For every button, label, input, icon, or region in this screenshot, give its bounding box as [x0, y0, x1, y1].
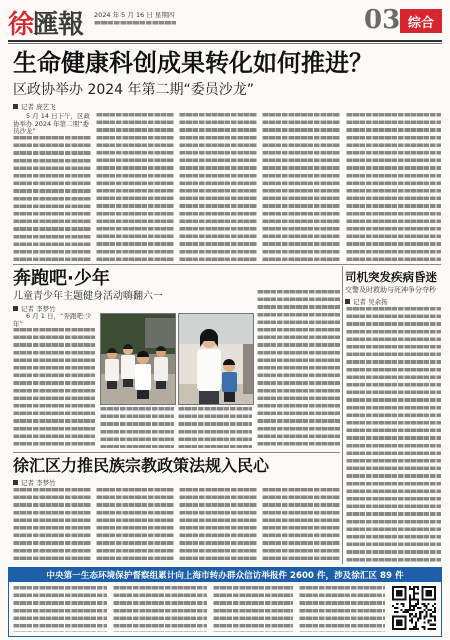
- qr-module: [417, 601, 419, 603]
- qr-module: [428, 609, 430, 611]
- qr-module: [428, 622, 430, 624]
- qr-module: [413, 607, 415, 609]
- qr-module: [417, 592, 419, 594]
- qr-module: [434, 624, 436, 626]
- qr-module: [423, 615, 425, 617]
- qr-module: [426, 615, 428, 617]
- qr-module: [396, 592, 398, 594]
- qr-module: [417, 628, 419, 630]
- qr-module: [434, 609, 436, 611]
- qr-module: [396, 611, 398, 613]
- info-block-4: [299, 586, 385, 632]
- qr-module: [423, 617, 425, 619]
- qr-module: [400, 609, 402, 611]
- qr-module: [432, 611, 434, 613]
- qr-module: [409, 613, 411, 615]
- qr-module: [405, 590, 407, 592]
- qr-module: [428, 620, 430, 622]
- main-body-column-5: [346, 113, 441, 262]
- qr-module: [434, 594, 436, 596]
- run-headline: 奔跑吧·少年: [13, 268, 110, 289]
- qr-module: [417, 607, 419, 609]
- qr-module: [421, 594, 423, 596]
- qr-module: [428, 603, 430, 605]
- qr-module: [430, 609, 432, 611]
- main-body-column-2: [96, 113, 174, 262]
- qr-module: [392, 624, 394, 626]
- qr-module: [394, 615, 396, 617]
- qr-module: [396, 628, 398, 630]
- qr-module: [409, 607, 411, 609]
- qr-module: [411, 605, 413, 607]
- qr-module: [405, 596, 407, 598]
- qr-module: [434, 611, 436, 613]
- qr-module: [402, 605, 404, 607]
- qr-module: [428, 590, 430, 592]
- qr-module: [405, 624, 407, 626]
- main-headline: 生命健康科创成果转化如何推进？: [13, 49, 373, 77]
- qr-module: [423, 622, 425, 624]
- qr-module: [411, 617, 413, 619]
- info-block-1: [13, 586, 107, 632]
- qr-module: [398, 620, 400, 622]
- byline-marker: [13, 480, 18, 485]
- qr-module: [415, 613, 417, 615]
- qr-module: [428, 628, 430, 630]
- qr-module: [417, 617, 419, 619]
- qr-module: [392, 594, 394, 596]
- driver-body-text: [346, 307, 441, 563]
- qr-module: [392, 615, 394, 617]
- qr-module: [411, 588, 413, 590]
- divider: [13, 264, 441, 265]
- qr-module: [392, 622, 394, 624]
- qr-module: [400, 622, 402, 624]
- qr-module: [415, 592, 417, 594]
- qr-module: [419, 615, 421, 617]
- qr-module: [409, 596, 411, 598]
- qr-module: [421, 599, 423, 601]
- ethnic-body-column-1: [13, 488, 91, 563]
- run-body-column-2: [257, 290, 340, 449]
- qr-module: [421, 611, 423, 613]
- qr-module: [394, 599, 396, 601]
- qr-module: [400, 603, 402, 605]
- qr-module: [411, 622, 413, 624]
- qr-module: [415, 605, 417, 607]
- qr-module: [398, 624, 400, 626]
- qr-module: [392, 599, 394, 601]
- qr-module: [426, 599, 428, 601]
- run-byline: 记者 李梦竹: [13, 304, 56, 313]
- photo-caption-2: [178, 407, 252, 448]
- qr-module: [415, 599, 417, 601]
- qr-code-graphic: [392, 586, 436, 630]
- qr-module: [392, 626, 394, 628]
- main-byline: 记者 庞艺飞: [13, 102, 56, 111]
- qr-module: [434, 599, 436, 601]
- qr-module: [426, 594, 428, 596]
- qr-module: [398, 628, 400, 630]
- qr-module: [396, 615, 398, 617]
- run-subheadline: 儿童青少年主题健身活动嗨翻六一: [13, 291, 163, 302]
- qr-module: [432, 599, 434, 601]
- qr-module: [405, 617, 407, 619]
- ethnic-body-column-2: [96, 488, 174, 563]
- qr-module: [423, 605, 425, 607]
- run-body-column-1: [13, 313, 95, 449]
- qr-module: [402, 603, 404, 605]
- qr-module: [432, 628, 434, 630]
- qr-module: [434, 607, 436, 609]
- qr-module: [428, 594, 430, 596]
- qr-module: [409, 586, 411, 588]
- qr-module: [413, 596, 415, 598]
- qr-module: [417, 586, 419, 588]
- qr-module: [409, 620, 411, 622]
- qr-module: [396, 603, 398, 605]
- masthead-logo: 徐匯報: [8, 10, 84, 40]
- qr-module: [392, 596, 394, 598]
- qr-module: [413, 594, 415, 596]
- qr-module: [400, 628, 402, 630]
- qr-module: [413, 590, 415, 592]
- masthead-rule: [8, 40, 442, 42]
- qr-module: [402, 586, 404, 588]
- qr-module: [398, 599, 400, 601]
- qr-module: [428, 599, 430, 601]
- qr-module: [405, 586, 407, 588]
- byline-marker: [345, 299, 350, 304]
- qr-module: [417, 603, 419, 605]
- main-body-column-3: [179, 113, 257, 262]
- section-badge: 综合: [400, 9, 442, 33]
- qr-module: [430, 624, 432, 626]
- main-body-text: [13, 136, 91, 262]
- qr-module: [409, 603, 411, 605]
- page-number: 03: [364, 5, 401, 35]
- qr-module: [392, 588, 394, 590]
- qr-module: [426, 592, 428, 594]
- issue-date: 2024 年 5 月 16 日 星期四: [94, 11, 175, 19]
- qr-module: [402, 611, 404, 613]
- qr-module: [409, 594, 411, 596]
- qr-module: [423, 609, 425, 611]
- qr-module: [415, 626, 417, 628]
- qr-module: [415, 624, 417, 626]
- qr-module: [430, 620, 432, 622]
- qr-module: [400, 592, 402, 594]
- ethnic-body-column-4: [262, 488, 340, 563]
- qr-module: [423, 628, 425, 630]
- qr-module: [421, 603, 423, 605]
- qr-module: [421, 592, 423, 594]
- qr-module: [409, 628, 411, 630]
- byline-marker: [13, 306, 18, 311]
- byline-marker: [13, 104, 18, 109]
- qr-module: [405, 620, 407, 622]
- qr-module: [434, 592, 436, 594]
- qr-module: [423, 626, 425, 628]
- qr-module: [432, 586, 434, 588]
- qr-module: [417, 599, 419, 601]
- qr-module: [409, 601, 411, 603]
- qr-module: [430, 613, 432, 615]
- qr-module: [413, 628, 415, 630]
- qr-module: [415, 622, 417, 624]
- qr-module: [415, 615, 417, 617]
- divider: [13, 452, 340, 453]
- qr-module: [398, 592, 400, 594]
- qr-module: [405, 626, 407, 628]
- qr-module: [407, 609, 409, 611]
- photo-children-group: [100, 313, 176, 405]
- qr-module: [396, 622, 398, 624]
- qr-module: [430, 615, 432, 617]
- qr-module: [411, 599, 413, 601]
- qr-module: [405, 615, 407, 617]
- qr-module: [407, 611, 409, 613]
- info-block-2: [113, 586, 207, 632]
- qr-module: [413, 588, 415, 590]
- qr-module: [392, 628, 394, 630]
- qr-module: [432, 605, 434, 607]
- qr-module: [419, 613, 421, 615]
- qr-module: [417, 620, 419, 622]
- qr-module: [392, 586, 394, 588]
- qr-module: [411, 620, 413, 622]
- info-block-3: [213, 586, 293, 632]
- qr-module: [400, 599, 402, 601]
- qr-module: [426, 590, 428, 592]
- qr-module: [396, 590, 398, 592]
- qr-module: [430, 592, 432, 594]
- qr-module: [394, 628, 396, 630]
- qr-module: [426, 611, 428, 613]
- qr-code: [392, 586, 436, 630]
- qr-module: [394, 607, 396, 609]
- qr-module: [409, 588, 411, 590]
- run-body-text: [13, 328, 95, 449]
- qr-module: [400, 594, 402, 596]
- editor-credits: [94, 21, 176, 26]
- qr-module: [405, 609, 407, 611]
- qr-module: [434, 596, 436, 598]
- qr-module: [423, 603, 425, 605]
- qr-module: [417, 588, 419, 590]
- qr-module: [415, 586, 417, 588]
- qr-module: [396, 624, 398, 626]
- main-body-column-4: [262, 113, 340, 262]
- qr-module: [423, 586, 425, 588]
- qr-module: [402, 615, 404, 617]
- qr-module: [409, 609, 411, 611]
- column-divider: [342, 266, 343, 564]
- qr-module: [400, 586, 402, 588]
- qr-module: [405, 594, 407, 596]
- qr-module: [405, 599, 407, 601]
- qr-module: [413, 626, 415, 628]
- qr-module: [434, 588, 436, 590]
- qr-module: [392, 617, 394, 619]
- qr-module: [426, 586, 428, 588]
- qr-module: [426, 605, 428, 607]
- qr-module: [392, 620, 394, 622]
- qr-module: [434, 620, 436, 622]
- qr-module: [415, 603, 417, 605]
- main-lead: 5 月 14 日下午，区政协举办 2024 年第二期“委员沙龙”: [13, 113, 91, 136]
- qr-module: [400, 590, 402, 592]
- driver-headline: 司机突发疾病昏迷: [345, 270, 437, 284]
- qr-module: [409, 599, 411, 601]
- qr-module: [392, 590, 394, 592]
- qr-module: [411, 628, 413, 630]
- qr-module: [398, 622, 400, 624]
- qr-module: [434, 590, 436, 592]
- qr-module: [398, 615, 400, 617]
- qr-module: [428, 592, 430, 594]
- run-lead: 6 月 1 日，“奔跑吧·少年”: [13, 313, 92, 328]
- masthead-rule-thin: [8, 43, 442, 44]
- qr-module: [413, 592, 415, 594]
- qr-module: [396, 607, 398, 609]
- qr-module: [430, 590, 432, 592]
- qr-module: [411, 613, 413, 615]
- qr-module: [413, 609, 415, 611]
- qr-module: [434, 617, 436, 619]
- qr-module: [434, 628, 436, 630]
- qr-module: [426, 607, 428, 609]
- qr-module: [394, 586, 396, 588]
- qr-module: [398, 586, 400, 588]
- qr-module: [405, 592, 407, 594]
- qr-module: [405, 622, 407, 624]
- qr-module: [432, 615, 434, 617]
- qr-module: [402, 628, 404, 630]
- qr-module: [396, 620, 398, 622]
- main-body-column-1: [13, 113, 91, 262]
- qr-module: [396, 599, 398, 601]
- qr-module: [413, 615, 415, 617]
- qr-module: [419, 617, 421, 619]
- qr-module: [400, 624, 402, 626]
- ethnic-body-column-3: [179, 488, 257, 563]
- qr-module: [413, 599, 415, 601]
- ethnic-headline: 徐汇区力推民族宗教政策法规入民心: [13, 456, 270, 475]
- driver-subheadline: 交警及时救助与死神争分夺秒: [345, 286, 436, 294]
- qr-module: [413, 605, 415, 607]
- ethnic-byline: 记者 李梦竹: [13, 478, 56, 487]
- qr-module: [405, 588, 407, 590]
- qr-module: [434, 586, 436, 588]
- qr-module: [430, 594, 432, 596]
- qr-module: [426, 613, 428, 615]
- qr-module: [430, 628, 432, 630]
- bottom-banner: 中央第一生态环境保护督察组累计向上海市转办群众信访举报件 2600 件，涉及徐汇区 89 件: [8, 567, 442, 582]
- qr-module: [428, 586, 430, 588]
- qr-module: [394, 611, 396, 613]
- qr-module: [402, 599, 404, 601]
- qr-module: [405, 628, 407, 630]
- driver-byline: 记者 吴余扬: [345, 297, 388, 306]
- qr-module: [392, 605, 394, 607]
- qr-module: [400, 620, 402, 622]
- qr-module: [396, 586, 398, 588]
- qr-module: [434, 615, 436, 617]
- qr-module: [432, 624, 434, 626]
- qr-module: [411, 609, 413, 611]
- photo-parent-child: [178, 313, 254, 405]
- qr-module: [405, 611, 407, 613]
- qr-module: [396, 594, 398, 596]
- qr-module: [434, 603, 436, 605]
- qr-module: [419, 611, 421, 613]
- qr-module: [423, 599, 425, 601]
- qr-module: [392, 592, 394, 594]
- qr-module: [430, 586, 432, 588]
- qr-module: [409, 605, 411, 607]
- qr-module: [398, 590, 400, 592]
- qr-module: [421, 588, 423, 590]
- main-subheadline: 区政协举办 2024 年第二期“委员沙龙”: [13, 82, 255, 98]
- qr-module: [430, 599, 432, 601]
- qr-module: [398, 594, 400, 596]
- qr-module: [413, 586, 415, 588]
- qr-module: [419, 607, 421, 609]
- qr-module: [421, 590, 423, 592]
- qr-module: [421, 626, 423, 628]
- qr-module: [421, 596, 423, 598]
- qr-module: [415, 628, 417, 630]
- qr-module: [400, 615, 402, 617]
- photo-caption-1: [100, 407, 174, 448]
- qr-module: [409, 615, 411, 617]
- qr-module: [421, 586, 423, 588]
